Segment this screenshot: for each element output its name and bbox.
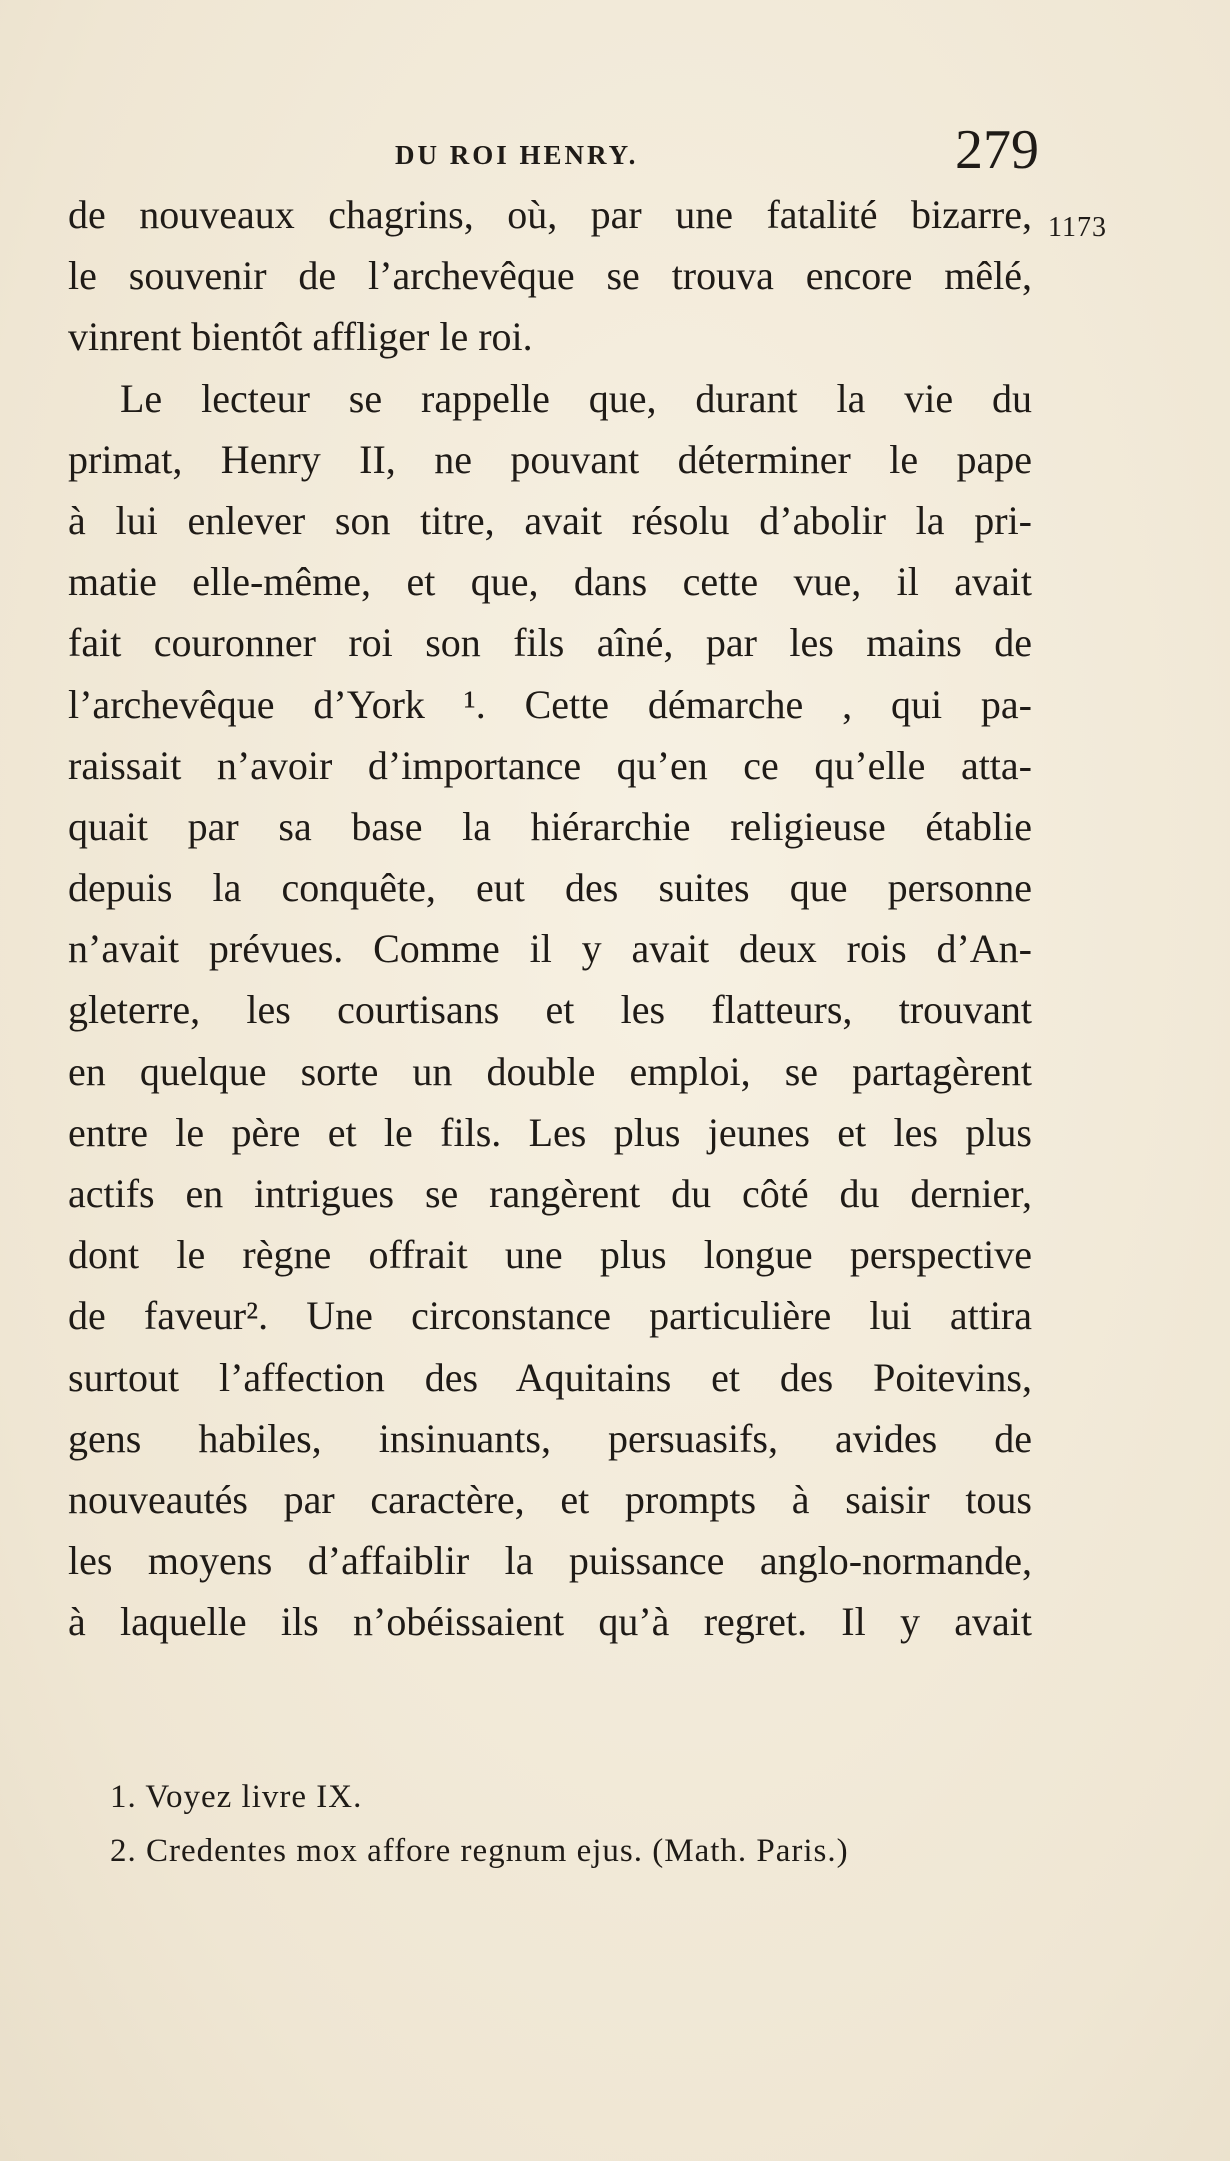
text-line: surtout l’affection des Aquitains et des Poitevins, (68, 1354, 1032, 1400)
text-line: nouveautés par caractère, et prompts à saisir tous (68, 1476, 1032, 1522)
margin-year-note: 1173 (1048, 212, 1107, 243)
text-line: le souvenir de l’archevêque se trouva encore mêlé, (68, 253, 1032, 299)
text-line: vinrent bientôt affliger le roi. (68, 314, 533, 360)
text-line: gens habiles, insinuants, persuasifs, avides de (68, 1415, 1032, 1461)
text-line: quait par sa base la hiérarchie religieuse établie (68, 803, 1032, 849)
text-line: primat, Henry II, ne pouvant déterminer le pape (68, 436, 1032, 482)
footnote: 2. Credentes mox affore regnum ejus. (Math. Paris.) (110, 1833, 849, 1869)
text-line: Le lecteur se rappelle que, durant la vie du (120, 375, 1032, 421)
body-text (68, 184, 1032, 1653)
text-line: les moyens d’affaiblir la puissance anglo-normande, (68, 1538, 1032, 1584)
text-line: gleterre, les courtisans et les flatteurs, trouvant (68, 987, 1032, 1033)
text-line: n’avait prévues. Comme il y avait deux rois d’An- (68, 926, 1032, 972)
text-line: dont le règne offrait une plus longue perspective (68, 1232, 1032, 1278)
text-line: matie elle-même, et que, dans cette vue, il avait (68, 559, 1032, 605)
text-line: à lui enlever son titre, avait résolu d’abolir la pri- (68, 497, 1032, 543)
text-line: depuis la conquête, eut des suites que personne (68, 865, 1032, 911)
text-line: en quelque sorte un double emploi, se partagèrent (68, 1048, 1032, 1094)
text-line: de nouveaux chagrins, où, par une fatalité bizarre, (68, 192, 1032, 237)
text-line: entre le père et le fils. Les plus jeunes et les plus (68, 1109, 1032, 1155)
text-line: de faveur². Une circonstance particulière lui attira (68, 1293, 1032, 1339)
text-line: fait couronner roi son fils aîné, par les mains de (68, 620, 1032, 666)
text-line: à laquelle ils n’obéissaient qu’à regret. Il y avait (68, 1599, 1032, 1645)
page-number: 279 (955, 119, 1039, 181)
text-line: actifs en intrigues se rangèrent du côté du dernier, (68, 1171, 1032, 1216)
footnote: 1. Voyez livre IX. (110, 1779, 363, 1815)
running-head: DU ROI HENRY. (395, 140, 639, 170)
text-line: l’archevêque d’York ¹. Cette démarche , qui pa- (68, 681, 1032, 727)
footnotes (110, 1770, 1070, 1878)
text-line: raissait n’avoir d’importance qu’en ce qu’elle atta- (68, 742, 1032, 788)
